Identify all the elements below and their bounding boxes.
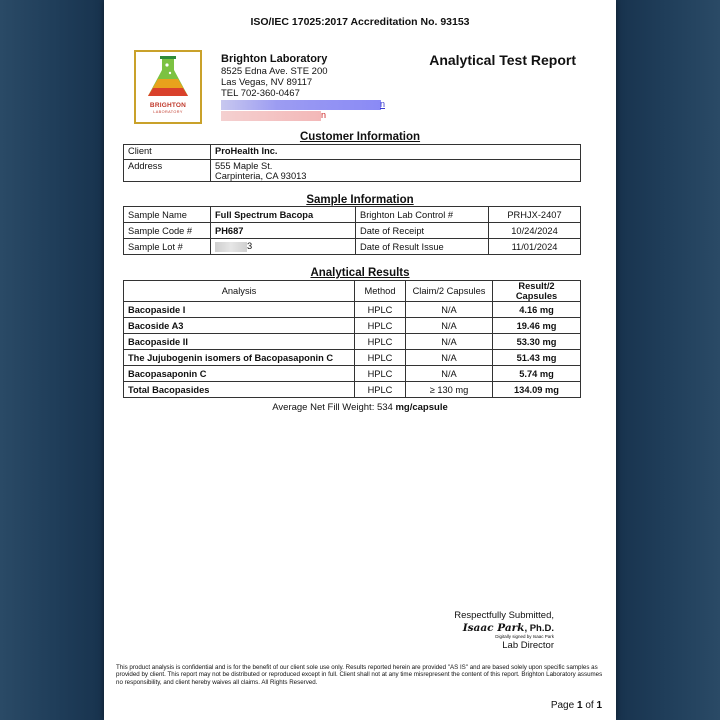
report-page: [104, 0, 616, 720]
redacted-email-link[interactable]: [221, 99, 385, 110]
submitted-text: Respectfully Submitted,: [454, 610, 554, 621]
accreditation-line: ISO/IEC 17025:2017 Accreditation No. 93153: [250, 16, 470, 28]
sample-name-value: Full Spectrum Bacopa: [211, 207, 356, 223]
table-row: [124, 334, 581, 350]
table-row: [124, 318, 581, 334]
analysis-cell: Total Bacopasides: [124, 382, 355, 398]
result-cell: 5.74 mg: [493, 366, 581, 382]
report-title: Analytical Test Report: [429, 52, 576, 68]
customer-info-title: Customer Information: [299, 131, 421, 143]
result-cell: 19.46 mg: [493, 318, 581, 334]
issue-label: Date of Result Issue: [356, 239, 489, 255]
lab-phone: TEL 702-360-0467: [221, 88, 300, 99]
col-analysis: Analysis: [124, 281, 355, 302]
logo-name: BRIGHTON: [149, 102, 187, 109]
page-number: [551, 700, 602, 711]
analysis-cell: Bacopaside I: [124, 302, 355, 318]
page-total: 1: [596, 700, 602, 711]
sample-code-value: PH687: [211, 223, 356, 239]
fill-weight-text: Average Net Fill Weight: 534: [272, 402, 396, 413]
redacted-email-tail: n: [379, 99, 385, 109]
method-cell: HPLC: [355, 366, 406, 382]
sample-info-table: [123, 206, 581, 255]
sample-lot-value: [211, 239, 356, 255]
receipt-value: 10/24/2024: [489, 223, 581, 239]
page-of: of: [585, 700, 594, 711]
claim-cell: N/A: [406, 350, 493, 366]
result-cell: 53.30 mg: [493, 334, 581, 350]
address-line1: 555 Maple St.: [215, 161, 273, 171]
signature-title: Lab Director: [502, 640, 554, 651]
table-row: [124, 366, 581, 382]
claim-cell: N/A: [406, 302, 493, 318]
signature-name: Isaac Park: [462, 622, 525, 634]
claim-cell: ≥ 130 mg: [406, 382, 493, 398]
method-cell: HPLC: [355, 382, 406, 398]
method-cell: HPLC: [355, 350, 406, 366]
redacted-website: [221, 110, 326, 121]
table-row: [124, 207, 581, 223]
table-row: [124, 302, 581, 318]
method-cell: HPLC: [355, 302, 406, 318]
analysis-cell: Bacopaside II: [124, 334, 355, 350]
sample-lot-label: Sample Lot #: [124, 239, 211, 255]
page-current: 1: [576, 700, 583, 711]
analytical-results-title: Analytical Results: [310, 267, 410, 279]
table-row: [124, 223, 581, 239]
signature-block: [454, 610, 554, 651]
lab-address-line2: Las Vegas, NV 89117: [221, 77, 313, 88]
lab-address-line1: 8525 Edna Ave. STE 200: [221, 66, 328, 77]
client-label: Client: [124, 145, 211, 160]
table-row: [124, 382, 581, 398]
address-line2: Carpinteria, CA 93013: [215, 171, 307, 181]
control-value: PRHJX-2407: [489, 207, 581, 223]
col-claim: Claim/2 Capsules: [406, 281, 493, 302]
brighton-logo: [134, 50, 202, 124]
table-row: [124, 160, 581, 182]
lab-info: [221, 53, 385, 121]
method-cell: HPLC: [355, 318, 406, 334]
table-row: [124, 350, 581, 366]
fill-weight-unit: mg/capsule: [395, 402, 448, 413]
sample-code-label: Sample Code #: [124, 223, 211, 239]
col-result: Result/2 Capsules: [493, 281, 581, 302]
redacted-web-tail: n: [320, 110, 326, 120]
table-header-row: [124, 281, 581, 302]
lot-tail: 3: [247, 241, 253, 252]
method-cell: HPLC: [355, 334, 406, 350]
analysis-cell: Bacopasaponin C: [124, 366, 355, 382]
client-value: ProHealth Inc.: [211, 145, 581, 160]
digital-signature-note: Digitally signed by Isaac Park: [495, 634, 554, 639]
lab-name: Brighton Laboratory: [221, 53, 328, 65]
signature-degree: , Ph.D.: [524, 623, 554, 634]
customer-info-table: [123, 144, 581, 182]
control-label: Brighton Lab Control #: [356, 207, 489, 223]
result-cell: 134.09 mg: [493, 382, 581, 398]
claim-cell: N/A: [406, 334, 493, 350]
logo-subtitle: LABORATORY: [153, 110, 183, 114]
claim-cell: N/A: [406, 318, 493, 334]
result-cell: 4.16 mg: [493, 302, 581, 318]
table-row: [124, 145, 581, 160]
analytical-results-table: [123, 280, 581, 398]
analysis-cell: Bacoside A3: [124, 318, 355, 334]
table-row: [124, 239, 581, 255]
redacted-lot: [215, 242, 247, 252]
analysis-cell: The Jujubogenin isomers of Bacopasaponin C: [124, 350, 355, 366]
address-label: Address: [124, 160, 211, 182]
page-label: Page: [550, 700, 575, 711]
receipt-label: Date of Receipt: [356, 223, 489, 239]
address-value: [211, 160, 581, 182]
disclaimer: This product analysis is confidential and is for the benefit of our client sole use only. Results reported herein are provided "AS IS" and are based solely upon specific samples as provided by client. This report may not be distributed or reproduced except in full. Client shall not at any time misrepresent the content of this report. Brighton Laboratory assumes no responsibility, and client hereby waives all claims. All Rights Reserved.: [116, 664, 603, 686]
issue-value: 11/01/2024: [489, 239, 581, 255]
sample-info-title: Sample Information: [306, 194, 414, 206]
sample-name-label: Sample Name: [124, 207, 211, 223]
claim-cell: N/A: [406, 366, 493, 382]
col-method: Method: [355, 281, 406, 302]
result-cell: 51.43 mg: [493, 350, 581, 366]
average-fill-weight: [104, 402, 616, 413]
